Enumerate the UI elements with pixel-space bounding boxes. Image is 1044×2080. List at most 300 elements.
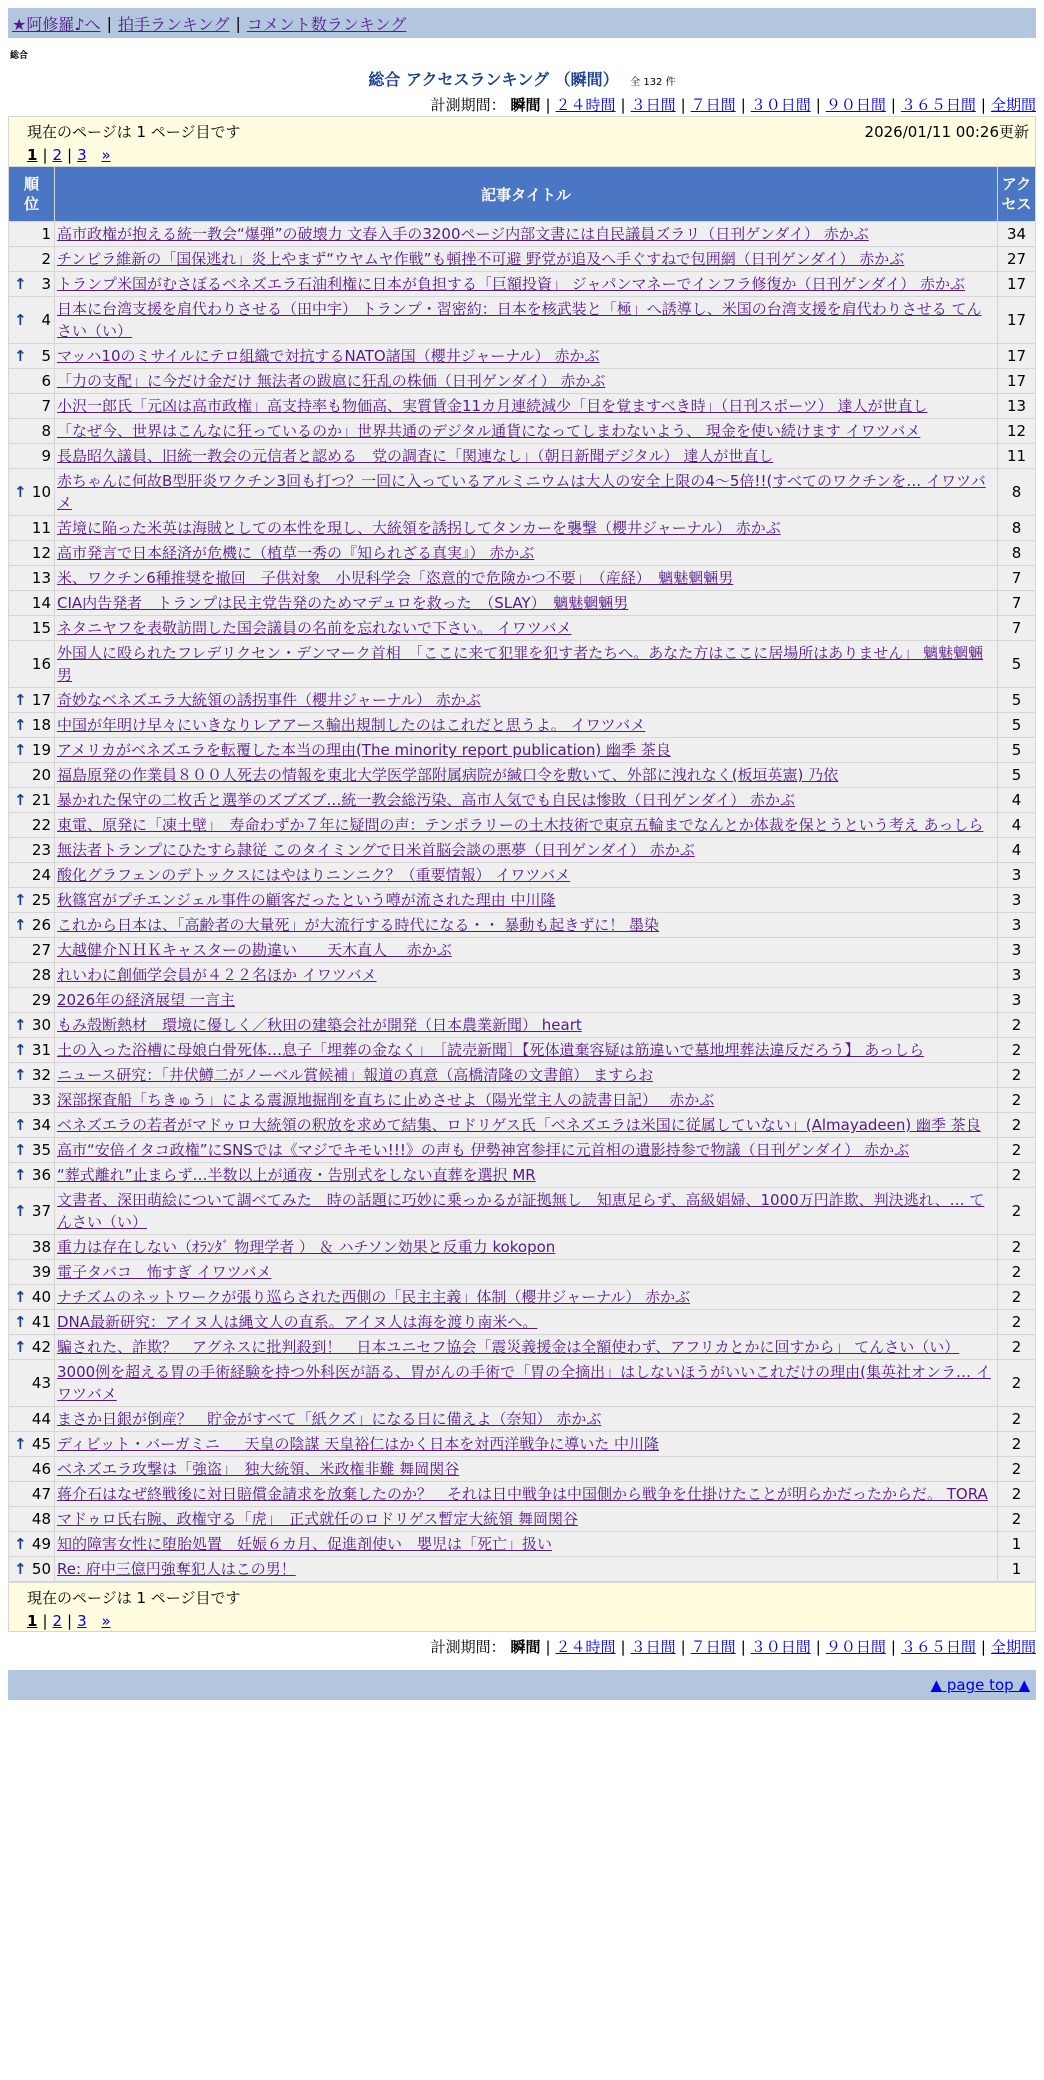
- title-cell: [55, 469, 998, 516]
- access-count: 2: [998, 1063, 1036, 1088]
- period-option-link[interactable]: 全期間: [990, 1638, 1036, 1656]
- table-header-row: [9, 167, 1036, 222]
- article-title-link[interactable]: 東電、原発に「凍土壁」 寿命わずか７年に疑問の声：テンポラリーの土木技術で東京五輪までなんとか体裁を保とうという考え あっしら: [57, 816, 984, 834]
- table-row: [9, 913, 1036, 938]
- rank-cell: [9, 1432, 55, 1457]
- title-cell: [55, 1088, 998, 1113]
- rank-up-arrow-icon: ↑: [14, 1338, 27, 1356]
- rank-number: 6: [41, 372, 51, 390]
- article-title-link[interactable]: 「なぜ今、世界はこんなに狂っているのか」世界共通のデジタル通貨になってしまわないよう、 現金を使い続けます イワツバメ: [57, 422, 921, 440]
- period-selector-top: [8, 94, 1036, 116]
- article-title-link[interactable]: 「力の支配」に今だけ金だけ 無法者の跋扈に狂乱の株価（日刊ゲンダイ） 赤かぶ: [57, 372, 606, 390]
- rank-cell: [9, 963, 55, 988]
- rank-number: 20: [31, 766, 51, 784]
- period-separator: |: [890, 1638, 896, 1656]
- access-count: 2: [998, 1360, 1036, 1407]
- article-title-link[interactable]: アメリカがベネズエラを転覆した本当の理由(The minority report publication) 幽季 茶良: [57, 741, 671, 759]
- rank-number: 19: [31, 741, 51, 759]
- title-cell: [55, 222, 998, 247]
- rank-up-arrow-icon: ↑: [14, 1066, 27, 1084]
- table-row: [9, 1310, 1036, 1335]
- article-title-link[interactable]: これから日本は、「高齢者の大量死」が大流行する時代になる・・ 暴動も起きずに！ 墨染: [57, 916, 660, 934]
- access-count: 3: [998, 988, 1036, 1013]
- table-row: [9, 566, 1036, 591]
- table-row: [9, 1557, 1036, 1582]
- table-row: [9, 297, 1036, 344]
- rank-cell: [9, 863, 55, 888]
- article-title-link[interactable]: 重力は存在しない（ｵﾗﾝﾀﾞ 物理学者 ） ＆ ハチソン効果と反重力 kokopon: [57, 1238, 556, 1256]
- table-row: [9, 763, 1036, 788]
- rank-up-arrow-icon: ↑: [14, 716, 27, 734]
- updated-time: 2026/01/11 00:26更新: [864, 123, 1029, 141]
- period-separator: |: [680, 1638, 686, 1656]
- table-row: [9, 641, 1036, 688]
- ranking-table-body: [9, 222, 1036, 1582]
- access-count: 7: [998, 591, 1036, 616]
- rank-cell: [9, 1013, 55, 1038]
- rank-up-arrow-icon: ↑: [14, 347, 27, 365]
- period-option-link[interactable]: ９０日間: [825, 1638, 886, 1656]
- page-link[interactable]: »: [101, 1612, 111, 1630]
- article-title-link[interactable]: 蒋介石はなぜ終戦後に対日賠償金請求を放棄したのか？ それは日中戦争は中国側から戦争を仕掛けたことが明らかだったからだ。 TORA: [57, 1485, 988, 1503]
- period-option-link[interactable]: ３０日間: [750, 96, 811, 114]
- rank-number: 30: [31, 1016, 51, 1034]
- article-title-link[interactable]: “葬式離れ”止まらず…半数以上が通夜・告別式をしない直葬を選択 MR: [57, 1166, 536, 1184]
- applause-ranking-link[interactable]: 拍手ランキング: [117, 14, 230, 34]
- rank-cell: [9, 344, 55, 369]
- table-row: [9, 247, 1036, 272]
- ranking-title: [8, 67, 1036, 90]
- rank-up-arrow-icon: ↑: [14, 275, 27, 293]
- top-nav-bar: [8, 8, 1036, 38]
- period-option-link[interactable]: ２４時間: [555, 1638, 616, 1656]
- title-cell: [55, 1285, 998, 1310]
- period-option-link[interactable]: ２４時間: [555, 96, 616, 114]
- pager-bottom: [8, 1582, 1036, 1632]
- period-separator: |: [815, 1638, 821, 1656]
- rank-cell: [9, 1360, 55, 1407]
- header-access: [998, 167, 1036, 222]
- rank-up-arrow-icon: ↑: [14, 916, 27, 934]
- access-count: 3: [998, 938, 1036, 963]
- access-count: 5: [998, 738, 1036, 763]
- rank-cell: [9, 1557, 55, 1582]
- access-count: 3: [998, 963, 1036, 988]
- article-title-link[interactable]: 中国が年明け早々にいきなりレアアース輸出規制したのはこれだと思うよ。 イワツバメ: [57, 716, 646, 734]
- period-separator: |: [680, 96, 686, 114]
- page-separator: |: [42, 146, 48, 164]
- header-rank: [9, 167, 55, 222]
- rank-number: 22: [31, 816, 51, 834]
- access-count: 3: [998, 913, 1036, 938]
- access-count: 8: [998, 469, 1036, 516]
- article-title-link[interactable]: CIA内告発者 トランプは民主党告発のためマデュロを救った （SLAY） 魑魅魍魎男: [57, 594, 629, 612]
- title-cell: [55, 1235, 998, 1260]
- table-row: [9, 1532, 1036, 1557]
- table-row: [9, 1482, 1036, 1507]
- rank-cell: [9, 1163, 55, 1188]
- article-title-link[interactable]: チンピラ維新の「国保逃れ」炎上やまず“ウヤムヤ作戦”も頓挫不可避 野党が追及へ手ぐすねで包囲網（日刊ゲンダイ） 赤かぶ: [57, 250, 905, 268]
- title-cell: [55, 1063, 998, 1088]
- article-title-link[interactable]: 長島昭久議員、旧統一教会の元信者と認める 党の調査に「関連なし」（朝日新聞デジタル） 達人が世直し: [57, 447, 774, 465]
- title-cell: [55, 1038, 998, 1063]
- current-page-text: 現在のページは 1 ページ目です: [27, 123, 241, 141]
- period-separator: |: [740, 1638, 746, 1656]
- period-option-link[interactable]: ３日間: [630, 1638, 676, 1656]
- rank-cell: [9, 1113, 55, 1138]
- article-title-link[interactable]: 米、ワクチン6種推奨を撤回 子供対象 小児科学会「恣意的で危険かつ不要」 （産経） 魑魅魍魎男: [57, 569, 734, 587]
- table-row: [9, 788, 1036, 813]
- article-title-link[interactable]: 電子タバコ 怖すぎ イワツバメ: [57, 1263, 272, 1281]
- article-title-link[interactable]: 高市政権が抱える統一教会“爆弾”の破壊力 文春入手の3200ページ内部文書には自民議員ズラリ（日刊ゲンダイ） 赤かぶ: [57, 225, 869, 243]
- rank-cell: [9, 1457, 55, 1482]
- title-cell: [55, 1557, 998, 1582]
- rank-cell: [9, 566, 55, 591]
- article-title-link[interactable]: 外国人に殴られたフレデリクセン・デンマーク首相 「ここに来て犯罪を犯す者たちへ。あなた方はここに居場所はありません」 魑魅魍魎男: [57, 644, 984, 684]
- table-row: [9, 444, 1036, 469]
- pager-info-line: [27, 120, 1029, 144]
- access-count: 4: [998, 788, 1036, 813]
- table-row: [9, 863, 1036, 888]
- title-cell: [55, 566, 998, 591]
- rank-number: 50: [31, 1560, 51, 1578]
- rank-cell: [9, 838, 55, 863]
- rank-cell: [9, 369, 55, 394]
- asyura-home-link[interactable]: ★阿修羅♪へ: [12, 14, 101, 34]
- rank-number: 23: [31, 841, 51, 859]
- page-link[interactable]: 2: [52, 1612, 63, 1630]
- rank-number: 37: [31, 1202, 51, 1220]
- period-separator: |: [545, 96, 551, 114]
- rank-up-arrow-icon: ↑: [14, 1141, 27, 1159]
- article-title-link[interactable]: 暴かれた保守の二枚舌と選挙のズブズブ…統一教会総汚染、高市人気でも自民は惨敗（日刊ゲンダイ） 赤かぶ: [57, 791, 795, 809]
- title-cell: [55, 641, 998, 688]
- access-count: 17: [998, 369, 1036, 394]
- rank-cell: [9, 469, 55, 516]
- rank-number: 4: [41, 311, 51, 329]
- rank-number: 32: [31, 1066, 51, 1084]
- rank-up-arrow-icon: ↑: [14, 483, 27, 501]
- page-separator: |: [67, 146, 73, 164]
- table-row: [9, 272, 1036, 297]
- access-count: 1: [998, 1557, 1036, 1582]
- title-cell: [55, 541, 998, 566]
- rank-number: 47: [31, 1485, 51, 1503]
- article-title-link[interactable]: ネタニヤフを表敬訪問した国会議員の名前を忘れないで下さい。 イワツバメ: [57, 619, 572, 637]
- rank-number: 24: [31, 866, 51, 884]
- page-link[interactable]: 3: [77, 146, 87, 164]
- article-title-link[interactable]: れいわに創価学会員が４２２名ほか イワツバメ: [57, 966, 377, 984]
- rank-number: 18: [31, 716, 51, 734]
- period-current: 瞬間: [510, 1638, 541, 1656]
- period-option-link[interactable]: ３６５日間: [900, 96, 976, 114]
- page-link[interactable]: »: [101, 146, 111, 164]
- access-count: 12: [998, 419, 1036, 444]
- rank-cell: [9, 444, 55, 469]
- table-row: [9, 1432, 1036, 1457]
- article-title-link[interactable]: 騙された、詐欺？ アグネスに批判殺到！ 日本ユニセフ協会「震災義援金は全額使わず、アフリカとかに回すから」 てんさい（い）: [57, 1338, 960, 1356]
- rank-number: 15: [31, 619, 51, 637]
- article-title-link[interactable]: マドゥロ氏右腕、政権守る「虎」 正式就任のロドリゲス暫定大統領 舞岡関谷: [57, 1510, 578, 1528]
- rank-cell: [9, 272, 55, 297]
- rank-cell: [9, 541, 55, 566]
- title-cell: [55, 369, 998, 394]
- article-title-link[interactable]: もみ殻断熱材 環境に優しく／秋田の建築会社が開発（日本農業新聞） heart: [57, 1016, 582, 1034]
- title-cell: [55, 1407, 998, 1432]
- table-row: [9, 1088, 1036, 1113]
- rank-up-arrow-icon: ↑: [14, 1313, 27, 1331]
- access-count: 2: [998, 1335, 1036, 1360]
- article-title-link[interactable]: ディビット・バーガミニ ＿ 天皇の陰謀 天皇裕仁はかく日本を対西洋戦争に導いた 中川隆: [57, 1435, 659, 1453]
- period-separator: |: [890, 96, 896, 114]
- title-cell: [55, 419, 998, 444]
- article-title-link[interactable]: 大越健介ＮＨＫキャスターの勘違い 天木直人 赤かぶ: [57, 941, 452, 959]
- table-row: [9, 1507, 1036, 1532]
- rank-up-arrow-icon: ↑: [14, 1535, 27, 1553]
- rank-up-arrow-icon: ↑: [14, 1166, 27, 1184]
- title-cell: [55, 1260, 998, 1285]
- comment-ranking-link[interactable]: コメント数ランキング: [246, 14, 407, 34]
- page-separator: |: [42, 1612, 48, 1630]
- title-cell: [55, 988, 998, 1013]
- article-title-link[interactable]: ベネズエラの若者がマドゥロ大統領の釈放を求めて結集、ロドリゲス氏「ベネズエラは米国に従属していない」(Almayadeen) 幽季 茶良: [57, 1116, 981, 1134]
- title-cell: [55, 1188, 998, 1235]
- period-separator: |: [620, 1638, 626, 1656]
- article-title-link[interactable]: DNA最新研究：アイヌ人は縄文人の直系。アイヌ人は海を渡り南米へ。: [57, 1313, 538, 1331]
- access-count: 5: [998, 688, 1036, 713]
- rank-number: 13: [31, 569, 51, 587]
- rank-up-arrow-icon: ↑: [14, 741, 27, 759]
- article-title-link[interactable]: 文書者、深田萌絵について調べてみた 時の話題に巧妙に乗っかるが証拠無し 知恵足らず、高級娼婦、1000万円詐欺、判決逃れ、… てんさい（い）: [57, 1191, 985, 1231]
- rank-cell: [9, 738, 55, 763]
- article-title-link[interactable]: 高市“安倍イタコ政権”にSNSでは《マジでキモい!!!》の声も 伊勢神宮参拝に元首相の遺影持参で物議（日刊ゲンダイ） 赤かぶ: [57, 1141, 910, 1159]
- rank-number: 9: [41, 447, 51, 465]
- rank-up-arrow-icon: ↑: [14, 1202, 27, 1220]
- page-links: [27, 144, 1029, 166]
- rank-number: 42: [31, 1338, 51, 1356]
- rank-cell: [9, 813, 55, 838]
- period-separator: |: [545, 1638, 551, 1656]
- rank-number: 8: [41, 422, 51, 440]
- page-link[interactable]: 2: [52, 146, 63, 164]
- table-row: [9, 419, 1036, 444]
- rank-number: 43: [31, 1374, 51, 1392]
- rank-cell: [9, 1188, 55, 1235]
- rank-up-arrow-icon: ↑: [14, 1016, 27, 1034]
- access-count: 5: [998, 641, 1036, 688]
- table-row: [9, 1407, 1036, 1432]
- period-selector-bottom: [8, 1636, 1036, 1658]
- article-title-link[interactable]: 無法者トランプにひたすら隷従 このタイミングで日米首脳会談の悪夢（日刊ゲンダイ） 赤かぶ: [57, 841, 695, 859]
- article-title-link[interactable]: まさか日銀が倒産？ 貯金がすべて「紙クズ」になる日に備えよ（奈知） 赤かぶ: [57, 1410, 602, 1428]
- rank-cell: [9, 988, 55, 1013]
- access-count: 5: [998, 763, 1036, 788]
- title-cell: [55, 1310, 998, 1335]
- rank-number: 35: [31, 1141, 51, 1159]
- rank-cell: [9, 713, 55, 738]
- rank-up-arrow-icon: ↑: [14, 1560, 27, 1578]
- table-row: [9, 988, 1036, 1013]
- rank-cell: [9, 516, 55, 541]
- title-cell: [55, 1013, 998, 1038]
- rank-cell: [9, 616, 55, 641]
- period-current: 瞬間: [510, 96, 541, 114]
- table-row: [9, 1285, 1036, 1310]
- rank-number: 44: [31, 1410, 51, 1428]
- rank-cell: [9, 1407, 55, 1432]
- period-separator: |: [620, 96, 626, 114]
- rank-number: 12: [31, 544, 51, 562]
- title-cell: [55, 963, 998, 988]
- rank-cell: [9, 1235, 55, 1260]
- title-cell: [55, 591, 998, 616]
- rank-up-arrow-icon: ↑: [14, 1435, 27, 1453]
- current-page-text: 現在のページは 1 ページ目です: [27, 1589, 241, 1607]
- rank-number: 33: [31, 1091, 51, 1109]
- rank-cell: [9, 419, 55, 444]
- rank-cell: [9, 763, 55, 788]
- article-title-link[interactable]: ナチズムのネットワークが張り巡らされた西側の「民主主義」体制（櫻井ジャーナル） 赤かぶ: [57, 1288, 691, 1306]
- rank-up-arrow-icon: ↑: [14, 691, 27, 709]
- access-count: 2: [998, 1407, 1036, 1432]
- access-count: 8: [998, 541, 1036, 566]
- title-cell: [55, 788, 998, 813]
- article-title-link[interactable]: Re: 府中三億円強奪犯人はこの男！: [57, 1560, 296, 1578]
- article-title-link[interactable]: ニュース研究：「井伏鱒二がノーベル賞候補」報道の真意（高橋清隆の文書館） ますらお: [57, 1066, 654, 1084]
- rank-number: 14: [31, 594, 51, 612]
- access-count: 2: [998, 1507, 1036, 1532]
- article-title-link[interactable]: 土の入った浴槽に母娘白骨死体…息子「埋葬の金なく」 ［読売新聞］【死体遺棄容疑は筋違いで墓地埋葬法違反だろう】 あっしら: [57, 1041, 925, 1059]
- rank-up-arrow-icon: ↑: [14, 311, 27, 329]
- header-title: 記事タイトル: [55, 167, 998, 222]
- title-cell: [55, 738, 998, 763]
- period-separator: |: [815, 96, 821, 114]
- access-count: 3: [998, 863, 1036, 888]
- current-page-number: 1: [27, 146, 38, 164]
- article-title-link[interactable]: 苦境に陥った米英は海賊としての本性を現し、大統領を誘拐してタンカーを襲撃（櫻井ジャーナル） 赤かぶ: [57, 519, 781, 537]
- rank-number: 3: [41, 275, 51, 293]
- access-count: 2: [998, 1310, 1036, 1335]
- page-top-link[interactable]: ▲ page top ▲: [930, 1676, 1030, 1694]
- period-option-link[interactable]: ３６５日間: [900, 1638, 976, 1656]
- table-row: [9, 963, 1036, 988]
- rank-up-arrow-icon: ↑: [14, 1288, 27, 1306]
- total-count: 全 132 件: [630, 77, 676, 88]
- rank-cell: [9, 394, 55, 419]
- article-title-link[interactable]: 秋篠宮がプチエンジェル事件の顧客だったという噂が流された理由 中川隆: [57, 891, 556, 909]
- page-separator: [87, 1612, 102, 1630]
- article-title-link[interactable]: ベネズエラ攻撃は「強盗」 独大統領、米政権非難 舞岡関谷: [57, 1460, 460, 1478]
- page-separator: [87, 146, 102, 164]
- access-count: 2: [998, 1038, 1036, 1063]
- rank-up-arrow-icon: ↑: [14, 791, 27, 809]
- table-row: [9, 813, 1036, 838]
- article-title-link[interactable]: 日本に台湾支援を肩代わりさせる（田中宇） トランプ・習密約：日本を核武装と「極」へ誘導し、米国の台湾支援を肩代わりさせる てんさい（い）: [57, 300, 982, 340]
- rank-number: 25: [31, 891, 51, 909]
- access-count: 2: [998, 1013, 1036, 1038]
- rank-cell: [9, 938, 55, 963]
- rank-up-arrow-icon: ↑: [14, 891, 27, 909]
- rank-number: 48: [31, 1510, 51, 1528]
- article-title-link[interactable]: 2026年の経済展望 一言主: [57, 991, 235, 1009]
- period-option-link[interactable]: ９０日間: [825, 96, 886, 114]
- access-count: 2: [998, 1285, 1036, 1310]
- period-option-link[interactable]: ３０日間: [750, 1638, 811, 1656]
- page-links: [27, 1610, 1029, 1632]
- table-row: [9, 688, 1036, 713]
- rank-number: 16: [31, 655, 51, 673]
- period-option-link[interactable]: ７日間: [690, 1638, 736, 1656]
- period-label: 計測期間：: [430, 96, 506, 114]
- table-row: [9, 394, 1036, 419]
- table-row: [9, 1260, 1036, 1285]
- article-title-link[interactable]: 酸化グラフェンのデトックスにはやはりニンニク？（重要情報） イワツバメ: [57, 866, 571, 884]
- rank-cell: [9, 1285, 55, 1310]
- rank-cell: [9, 591, 55, 616]
- table-row: [9, 469, 1036, 516]
- table-row: [9, 888, 1036, 913]
- access-count: 3: [998, 888, 1036, 913]
- access-count: 2: [998, 1235, 1036, 1260]
- rank-cell: [9, 222, 55, 247]
- pager-info-line: [27, 1586, 1029, 1610]
- article-title-link[interactable]: 赤ちゃんに何故B型肝炎ワクチン3回も打つ？一回に入っているアルミニウムは大人の安全上限の4～5倍!!(すべてのワクチンを… イワツバメ: [57, 472, 986, 512]
- title-cell: [55, 1113, 998, 1138]
- rank-cell: [9, 1063, 55, 1088]
- access-count: 17: [998, 297, 1036, 344]
- title-cell: [55, 344, 998, 369]
- table-row: [9, 713, 1036, 738]
- rank-number: 39: [31, 1263, 51, 1281]
- access-count: 11: [998, 444, 1036, 469]
- period-option-link[interactable]: ３日間: [630, 96, 676, 114]
- title-cell: [55, 1482, 998, 1507]
- access-count: 13: [998, 394, 1036, 419]
- genre-label: 総合: [10, 51, 29, 61]
- article-title-link[interactable]: マッハ10のミサイルにテロ組織で対抗するNATO諸国（櫻井ジャーナル） 赤かぶ: [57, 347, 600, 365]
- period-option-link[interactable]: ７日間: [690, 96, 736, 114]
- access-count: 17: [998, 272, 1036, 297]
- access-count: 17: [998, 344, 1036, 369]
- page-link[interactable]: 3: [77, 1612, 87, 1630]
- access-count: 2: [998, 1457, 1036, 1482]
- article-title-link[interactable]: 高市発言で日本経済が危機に（植草一秀の『知られざる真実』） 赤かぶ: [57, 544, 535, 562]
- title-cell: [55, 863, 998, 888]
- period-option-link[interactable]: 全期間: [990, 96, 1036, 114]
- article-title-link[interactable]: 知的障害女性に堕胎処置 妊娠６カ月、促進剤使い 嬰児は「死亡」扱い: [57, 1535, 553, 1553]
- article-title-link[interactable]: 福島原発の作業員８００人死去の情報を東北大学医学部附属病院が緘口令を敷いて、外部に洩れなく(板垣英憲) 乃依: [57, 766, 839, 784]
- header-access-text: アクセス: [1001, 175, 1032, 213]
- nav-separator: |: [106, 13, 112, 33]
- table-row: [9, 1113, 1036, 1138]
- title-cell: [55, 247, 998, 272]
- rank-number: 31: [31, 1041, 51, 1059]
- access-count: 2: [998, 1482, 1036, 1507]
- article-title-link[interactable]: 奇妙なベネズエラ大統領の誘拐事件（櫻井ジャーナル） 赤かぶ: [57, 691, 481, 709]
- title-cell: [55, 913, 998, 938]
- access-count: 5: [998, 713, 1036, 738]
- period-separator: |: [980, 96, 986, 114]
- article-title-link[interactable]: 小沢一郎氏「元凶は高市政権」高支持率も物価高、実質賃金11カ月連続減少「目を覚ますべき時」（日刊スポーツ） 達人が世直し: [57, 397, 928, 415]
- current-page-number: 1: [27, 1612, 38, 1630]
- access-count: 2: [998, 1138, 1036, 1163]
- article-title-link[interactable]: 深部探査船「ちきゅう」による震源地掘削を直ちに止めさせよ（陽光堂主人の読書日記） 赤かぶ: [57, 1091, 715, 1109]
- period-separator: |: [740, 96, 746, 114]
- table-row: [9, 591, 1036, 616]
- rank-cell: [9, 1507, 55, 1532]
- article-title-link[interactable]: トランプ米国がむさぼるベネズエラ石油利権に日本が負担する「巨額投資」 ジャパンマネーでインフラ修復か（日刊ゲンダイ） 赤かぶ: [57, 275, 966, 293]
- article-title-link[interactable]: 3000例を超える胃の手術経験を持つ外科医が語る、胃がんの手術で「胃の全摘出」はしないほうがいいこれだけの理由(集英社オンラ… イワツバメ: [57, 1363, 991, 1403]
